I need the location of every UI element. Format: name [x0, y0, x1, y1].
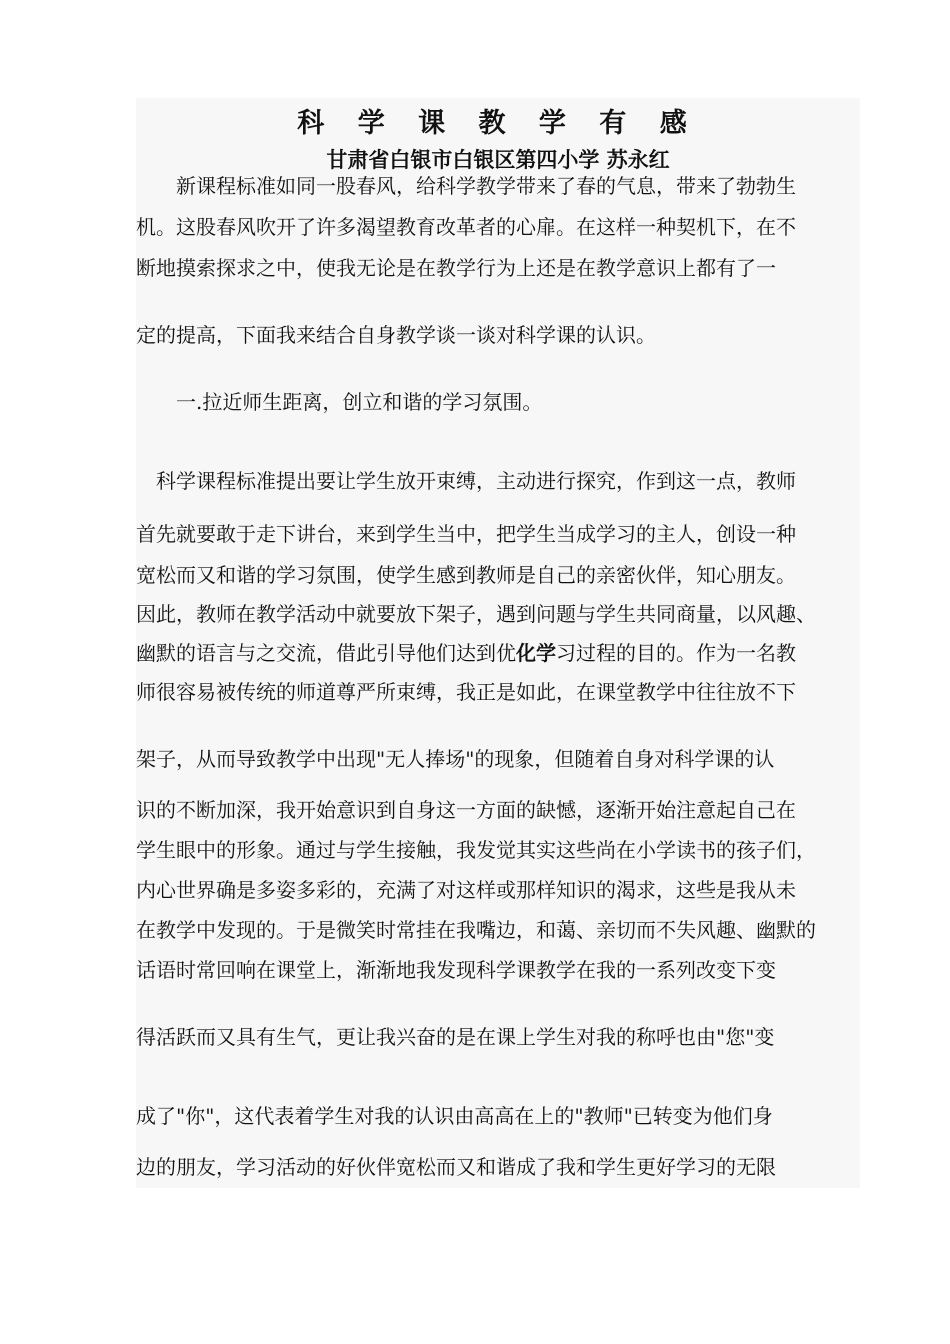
paragraph-line: 宽松而又和谐的学习氛围，使学生感到教师是自己的亲密伙伴，知心朋友。 — [136, 563, 796, 587]
paragraph-line: 科学课程标准提出要让学生放开束缚，主动进行探究，作到这一点，教师 — [136, 469, 796, 493]
emphasized-text: 化学 — [516, 641, 556, 665]
paragraph-line: 新课程标准如同一股春风，给科学教学带来了春的气息，带来了勃勃生 — [136, 174, 796, 198]
line-text: 习过程的目的。作为一名教 — [556, 641, 796, 665]
paragraph-line: 学生眼中的形象。通过与学生接触，我发觉其实这些尚在小学读书的孩子们， — [136, 838, 816, 862]
paragraph-line: 在教学中发现的。于是微笑时常挂在我嘴边，和蔼、亲切而不失风趣、幽默的 — [136, 918, 816, 942]
paragraph-line: 内心世界确是多姿多彩的，充满了对这样或那样知识的渴求，这些是我从未 — [136, 878, 796, 902]
paragraph-line: 断地摸索探求之中，使我无论是在教学行为上还是在教学意识上都有了一 — [136, 256, 776, 280]
paragraph-line: 得活跃而又具有生气，更让我兴奋的是在课上学生对我的称呼也由"您"变 — [136, 1025, 775, 1049]
paragraph-line-mixed — [136, 639, 860, 667]
paragraph-line: 边的朋友，学习活动的好伙伴宽松而又和谐成了我和学生更好学习的无限 — [136, 1155, 776, 1179]
paragraph-line: 架子，从而导致教学中出现"无人捧场"的现象，但随着自身对科学课的认 — [136, 747, 775, 771]
paragraph-line: 师很容易被传统的师道尊严所束缚，我正是如此，在课堂教学中往往放不下 — [136, 680, 796, 704]
paragraph-line: 话语时常回响在课堂上，渐渐地我发现科学课教学在我的一系列改变下变 — [136, 958, 776, 982]
paragraph-line: 成了"你"，这代表着学生对我的认识由高高在上的"教师"已转变为他们身 — [136, 1104, 773, 1128]
line-text: 幽默的语言与之交流，借此引导他们达到优 — [136, 641, 516, 665]
paragraph-line: 因此，教师在教学活动中就要放下架子，遇到问题与学生共同商量，以风趣、 — [136, 602, 816, 626]
section-heading: 一.拉近师生距离，创立和谐的学习氛围。 — [136, 390, 543, 414]
paragraph-line: 首先就要敢于走下讲台，来到学生当中，把学生当成学习的主人，创设一种 — [136, 522, 796, 546]
paragraph-line: 识的不断加深，我开始意识到自身这一方面的缺憾，逐渐开始注意起自己在 — [136, 798, 796, 822]
paragraph-line: 定的提高，下面我来结合自身教学谈一谈对科学课的认识。 — [136, 323, 656, 347]
document-title: 科 学 课 教 学 有 感 — [297, 108, 699, 139]
paragraph-line: 机。这股春风吹开了许多渴望教育改革者的心扉。在这样一种契机下，在不 — [136, 215, 796, 239]
document-subtitle: 甘肃省白银市白银区第四小学 苏永红 — [326, 147, 670, 172]
